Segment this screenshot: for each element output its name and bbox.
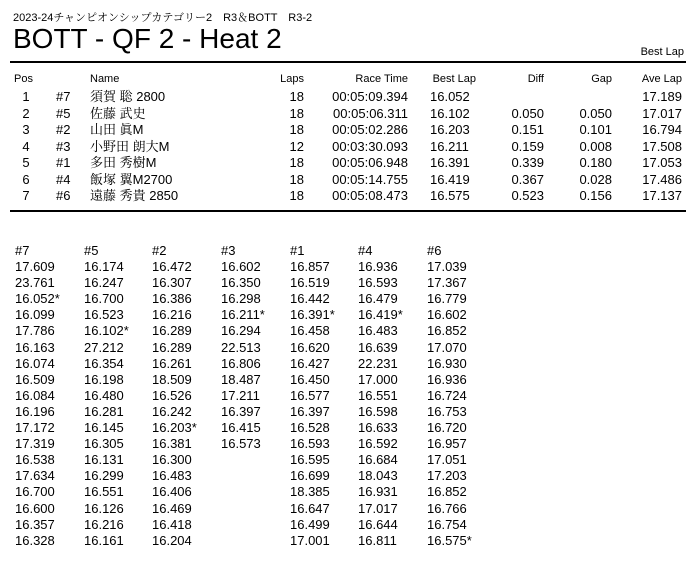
lap-time: 16.930 — [427, 355, 467, 371]
lap-time: 22.231 — [358, 355, 398, 371]
lap-time: 16.450 — [290, 371, 330, 387]
laps-cell: 18 — [289, 188, 304, 203]
diff-cell: 0.050 — [511, 105, 544, 121]
header-race-time: Race Time — [355, 73, 408, 85]
diff-cell: 0.367 — [511, 171, 544, 187]
lap-column-header: #2 — [152, 243, 167, 258]
lap-time: 16.519 — [290, 275, 330, 291]
lap-time: 16.595 — [290, 452, 330, 468]
lap-time: 16.247 — [84, 275, 124, 291]
kart-number-cell: #2 — [56, 122, 71, 137]
lap-time: 17.172 — [15, 420, 55, 436]
lap-time: 16.647 — [290, 500, 330, 516]
lap-time: 16.592 — [358, 436, 398, 452]
lap-time: 16.602 — [427, 307, 467, 323]
driver-name-cell: 山田 眞M — [90, 122, 144, 137]
lap-time: 22.513 — [221, 339, 261, 355]
race-time-cell: 00:05:09.394 — [332, 89, 408, 104]
result-row — [0, 106, 700, 122]
kart-number-cell: #5 — [56, 105, 71, 121]
lap-time: 16.480 — [84, 387, 124, 403]
result-row — [0, 89, 700, 105]
lap-time: 16.415 — [221, 420, 261, 436]
lap-time: 16.216 — [152, 307, 192, 323]
lap-time: 16.052* — [15, 291, 60, 307]
result-row — [0, 155, 700, 171]
lap-time: 16.573 — [221, 436, 261, 452]
ave-lap-cell: 17.189 — [642, 89, 682, 104]
lap-column — [290, 243, 356, 549]
best-lap-cell: 16.391 — [430, 155, 470, 170]
lap-time: 17.001 — [290, 532, 330, 548]
lap-time: 16.084 — [15, 387, 55, 403]
lap-time: 16.720 — [427, 420, 467, 436]
lap-time: 16.806 — [221, 355, 261, 371]
lap-time: 16.397 — [221, 403, 261, 419]
lap-column-header: #7 — [15, 243, 30, 258]
lap-time: 17.367 — [427, 275, 467, 291]
lap-time: 16.499 — [290, 516, 330, 532]
pos-cell: 6 — [22, 171, 30, 187]
kart-number-cell: #4 — [56, 171, 71, 187]
lap-time: 16.161 — [84, 532, 124, 548]
gap-cell: 0.180 — [579, 155, 612, 170]
lap-time: 16.779 — [427, 291, 467, 307]
lap-time: 16.469 — [152, 500, 192, 516]
lap-time: 16.145 — [84, 420, 124, 436]
best-lap-cell: 16.102 — [430, 105, 470, 121]
ave-lap-cell: 17.486 — [642, 171, 682, 187]
lap-time: 16.281 — [84, 403, 124, 419]
lap-time: 16.381 — [152, 436, 192, 452]
lap-column-header: #1 — [290, 243, 305, 258]
lap-time: 16.852 — [427, 484, 467, 500]
header-laps: Laps — [280, 73, 304, 85]
lap-time: 16.472 — [152, 259, 192, 275]
result-row — [0, 122, 700, 138]
lap-column — [84, 243, 150, 549]
lap-time: 16.551 — [84, 484, 124, 500]
lap-time: 17.786 — [15, 323, 55, 339]
best-lap-cell: 16.211 — [430, 138, 469, 154]
gap-cell: 0.101 — [579, 122, 612, 137]
bottom-divider — [10, 210, 686, 212]
lap-time: 16.766 — [427, 500, 467, 516]
pos-cell: 3 — [22, 122, 30, 137]
laps-cell: 18 — [289, 105, 304, 121]
lap-time: 17.070 — [427, 339, 467, 355]
lap-time: 17.634 — [15, 468, 55, 484]
laps-cell: 18 — [289, 171, 304, 187]
race-time-cell: 00:03:30.093 — [332, 138, 408, 154]
race-time-cell: 00:05:02.286 — [332, 122, 408, 137]
lap-time: 16.305 — [84, 436, 124, 452]
result-row — [0, 172, 700, 188]
lap-time: 16.406 — [152, 484, 192, 500]
lap-time: 16.483 — [152, 468, 192, 484]
lap-time: 16.483 — [358, 323, 398, 339]
lap-time: 16.458 — [290, 323, 330, 339]
lap-time: 16.211* — [221, 307, 265, 323]
race-time-cell: 00:05:06.311 — [333, 105, 408, 121]
lap-time: 16.479 — [358, 291, 398, 307]
lap-time: 16.357 — [15, 516, 55, 532]
lap-time: 17.609 — [15, 259, 55, 275]
lap-column-header: #6 — [427, 243, 442, 258]
pos-cell: 5 — [22, 155, 30, 170]
laps-cell: 18 — [289, 122, 304, 137]
lap-time: 16.099 — [15, 307, 55, 323]
lap-time: 27.212 — [84, 339, 124, 355]
lap-time: 16.551 — [358, 387, 398, 403]
lap-time: 17.051 — [427, 452, 467, 468]
ave-lap-cell: 17.053 — [642, 155, 682, 170]
subtitle: 2023-24チャンピオンシップカテゴリー2 R3＆BOTT R3-2 — [13, 12, 313, 24]
best-lap-cell: 16.203 — [430, 122, 470, 137]
lap-time: 16.811 — [358, 532, 397, 548]
lap-column — [427, 243, 493, 549]
lap-time: 16.196 — [15, 403, 55, 419]
lap-time: 16.216 — [84, 516, 124, 532]
lap-time: 16.294 — [221, 323, 261, 339]
ave-lap-cell: 17.017 — [642, 105, 682, 121]
driver-name-cell: 須賀 聡 2800 — [90, 89, 166, 104]
lap-time: 16.328 — [15, 532, 55, 548]
diff-cell: 0.523 — [511, 188, 544, 203]
lap-time: 16.639 — [358, 339, 398, 355]
lap-time: 16.700 — [15, 484, 55, 500]
lap-time: 16.307 — [152, 275, 192, 291]
gap-cell: 0.028 — [579, 171, 612, 187]
gap-cell: 0.050 — [579, 105, 612, 121]
lap-time: 16.102* — [84, 323, 129, 339]
lap-time: 16.419* — [358, 307, 403, 323]
best-lap-cell: 16.052 — [430, 89, 470, 104]
best-lap-cell: 16.575 — [430, 188, 470, 203]
lap-time: 17.000 — [358, 371, 398, 387]
lap-time: 16.931 — [358, 484, 398, 500]
pos-cell: 1 — [22, 89, 30, 104]
diff-cell: 0.339 — [511, 155, 544, 170]
lap-time: 16.397 — [290, 403, 330, 419]
lap-time: 16.957 — [427, 436, 467, 452]
lap-time: 16.131 — [84, 452, 124, 468]
lap-time: 16.699 — [290, 468, 330, 484]
lap-time: 16.391* — [290, 307, 335, 323]
lap-time: 16.386 — [152, 291, 192, 307]
lap-time: 16.126 — [84, 500, 124, 516]
lap-time: 18.043 — [358, 468, 398, 484]
lap-time: 16.204 — [152, 532, 192, 548]
lap-time: 16.857 — [290, 259, 330, 275]
lap-time: 16.198 — [84, 371, 124, 387]
lap-time: 16.509 — [15, 371, 55, 387]
laps-cell: 12 — [289, 138, 304, 154]
lap-time: 18.385 — [290, 484, 330, 500]
lap-time: 23.761 — [15, 275, 55, 291]
kart-number-cell: #3 — [56, 138, 71, 154]
ave-lap-cell: 17.508 — [642, 138, 682, 154]
header-name: Name — [90, 73, 120, 85]
lap-time: 16.633 — [358, 420, 398, 436]
driver-name-cell: 遠藤 秀貴 2850 — [90, 188, 179, 203]
result-row — [0, 139, 700, 155]
lap-time: 16.526 — [152, 387, 192, 403]
lap-time: 17.319 — [15, 436, 55, 452]
lap-time: 16.289 — [152, 339, 192, 355]
lap-time: 16.174 — [84, 259, 124, 275]
driver-name-cell: 小野田 朗大M — [90, 138, 170, 154]
race-time-cell: 00:05:08.473 — [332, 188, 408, 203]
pos-cell: 4 — [22, 138, 30, 154]
gap-cell: 0.008 — [579, 138, 612, 154]
lap-time: 16.427 — [290, 355, 330, 371]
lap-time: 16.298 — [221, 291, 261, 307]
header-ave-lap: Ave Lap — [641, 73, 682, 85]
lap-time: 16.575* — [427, 532, 472, 548]
lap-time: 16.203* — [152, 420, 197, 436]
lap-time: 16.600 — [15, 500, 55, 516]
lap-time: 16.644 — [358, 516, 398, 532]
lap-time: 16.442 — [290, 291, 330, 307]
lap-time: 16.242 — [152, 403, 192, 419]
best-lap-cell: 16.419 — [430, 171, 470, 187]
lap-time: 16.299 — [84, 468, 124, 484]
diff-cell: 0.151 — [511, 122, 544, 137]
driver-name-cell: 多田 秀樹M — [90, 155, 157, 170]
lap-time: 16.684 — [358, 452, 398, 468]
result-row — [0, 188, 700, 204]
lap-time: 16.074 — [15, 355, 55, 371]
lap-column-header: #5 — [84, 243, 99, 258]
lap-time: 16.418 — [152, 516, 192, 532]
lap-time: 16.620 — [290, 339, 330, 355]
lap-time: 16.724 — [427, 387, 467, 403]
lap-time: 16.936 — [427, 371, 467, 387]
ave-lap-cell: 16.794 — [642, 122, 682, 137]
lap-time: 16.163 — [15, 339, 55, 355]
lap-time: 16.598 — [358, 403, 398, 419]
lap-time: 16.350 — [221, 275, 261, 291]
kart-number-cell: #6 — [56, 188, 71, 203]
laps-cell: 18 — [289, 155, 304, 170]
lap-time: 16.538 — [15, 452, 55, 468]
race-time-cell: 00:05:06.948 — [332, 155, 408, 170]
lap-time: 17.017 — [358, 500, 398, 516]
diff-cell: 0.159 — [511, 138, 544, 154]
lap-time: 16.523 — [84, 307, 124, 323]
lap-time: 16.700 — [84, 291, 124, 307]
lap-column-header: #4 — [358, 243, 373, 258]
pos-cell: 7 — [22, 188, 30, 203]
lap-time: 16.852 — [427, 323, 467, 339]
top-divider — [10, 61, 686, 63]
lap-time: 16.753 — [427, 403, 467, 419]
driver-name-cell: 飯塚 翼M2700 — [90, 171, 173, 187]
lap-time: 16.577 — [290, 387, 330, 403]
race-time-cell: 00:05:14.755 — [332, 171, 408, 187]
lap-time: 16.528 — [290, 420, 330, 436]
lap-column — [152, 243, 218, 549]
lap-time: 16.300 — [152, 452, 192, 468]
lap-time: 16.261 — [152, 355, 192, 371]
page-title: BOTT - QF 2 - Heat 2 — [13, 23, 282, 54]
lap-time: 16.593 — [358, 275, 398, 291]
lap-time: 16.593 — [290, 436, 330, 452]
pos-cell: 2 — [22, 105, 30, 121]
header-gap: Gap — [591, 73, 612, 85]
lap-time: 16.602 — [221, 259, 261, 275]
header-diff: Diff — [527, 73, 544, 85]
lap-column — [15, 243, 81, 549]
header-pos: Pos — [14, 73, 33, 85]
lap-time: 18.509 — [152, 371, 192, 387]
kart-number-cell: #1 — [56, 155, 71, 170]
lap-time: 16.754 — [427, 516, 467, 532]
lap-column — [221, 243, 287, 452]
lap-time: 16.289 — [152, 323, 192, 339]
laps-cell: 18 — [289, 89, 304, 104]
lap-time: 17.211 — [221, 387, 260, 403]
lap-time: 17.203 — [427, 468, 467, 484]
best-lap-label: Best Lap — [640, 46, 684, 58]
header-best-lap: Best Lap — [432, 73, 476, 85]
lap-column — [358, 243, 424, 549]
lap-time: 17.039 — [427, 259, 467, 275]
lap-time: 16.936 — [358, 259, 398, 275]
lap-column-header: #3 — [221, 243, 236, 258]
kart-number-cell: #7 — [56, 89, 71, 104]
ave-lap-cell: 17.137 — [642, 188, 682, 203]
gap-cell: 0.156 — [579, 188, 612, 203]
lap-time: 18.487 — [221, 371, 261, 387]
lap-time: 16.354 — [84, 355, 124, 371]
driver-name-cell: 佐藤 武史 — [90, 105, 146, 121]
